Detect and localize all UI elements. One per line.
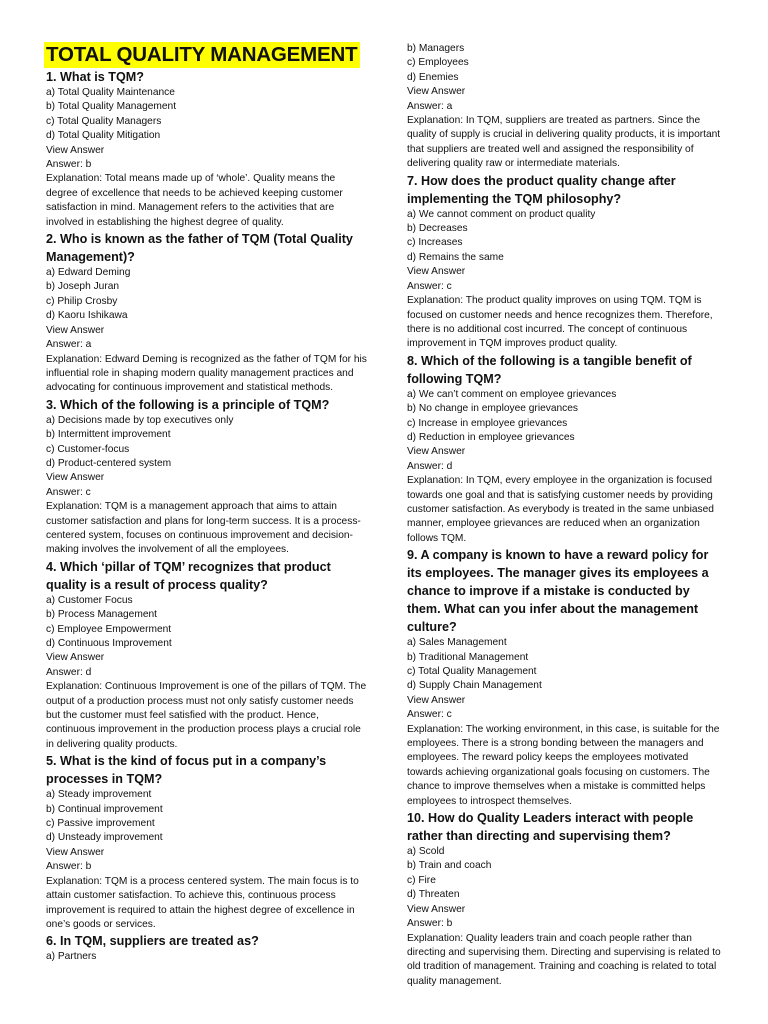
answer-text: Answer: b xyxy=(407,918,453,930)
answer-option: a) Edward Deming xyxy=(46,267,131,279)
question-block xyxy=(407,352,723,546)
answer-option: a) We can’t comment on employee grievances xyxy=(407,388,617,400)
question-text: 3. Which of the following is a principle of TQM? xyxy=(46,397,330,412)
answer-option: c) Passive improvement xyxy=(46,818,155,830)
explanation-text: Explanation: TQM is a process centered system. The main focus is to attain customer satisfaction. To achieve this, continuous process improvement is required to attain the highest degree of excellence in one’s goods or services. xyxy=(46,875,359,930)
answer-option: c) Total Quality Managers xyxy=(46,115,162,127)
answer-option: a) Steady improvement xyxy=(46,789,152,801)
question-block xyxy=(407,42,723,172)
answer-text: Answer: d xyxy=(407,460,453,472)
question-block xyxy=(407,546,723,809)
answer-option: b) Joseph Juran xyxy=(46,281,120,293)
answer-option: a) Partners xyxy=(46,951,97,963)
explanation-text: Explanation: In TQM, suppliers are treated as partners. Since the quality of supply is crucial in delivering quality products, it is important that suppliers are treated well and assigned the responsibility of delivering quality raw or intermediate materials. xyxy=(407,115,721,170)
answer-option: d) Product-centered system xyxy=(46,457,172,469)
explanation-text: Explanation: In TQM, every employee in the organization is focused towards one goal and that is satisfying customer needs by providing customer satisfaction. As everybody is treated in the same unbiased manner, employee grievances are reduced when an organization follows TQM. xyxy=(407,475,714,544)
explanation-text: Explanation: TQM is a management approach that aims to attain customer satisfaction and plans for long-term success. It is a process-centered system, focuses on continuous improvement and decision-making involves the involvement of all the employees. xyxy=(46,501,361,556)
answer-text: Answer: a xyxy=(407,100,453,112)
explanation-text: Explanation: The product quality improves on using TQM. TQM is focused on customer needs and hence recognizes them. Therefore, there is no additional cost incurred. The concept of continuous improvement in TQM improves product quality. xyxy=(407,295,713,350)
right-column xyxy=(407,42,723,989)
question-block xyxy=(46,752,368,932)
answer-option: d) Total Quality Mitigation xyxy=(46,130,161,142)
answer-option: c) Fire xyxy=(407,874,436,886)
answer-option: a) Sales Management xyxy=(407,637,507,649)
question-block xyxy=(46,932,368,964)
answer-option: d) Kaoru Ishikawa xyxy=(46,310,128,322)
answer-option: b) No change in employee grievances xyxy=(407,403,579,415)
answer-option: d) Unsteady improvement xyxy=(46,832,163,844)
view-answer-link[interactable]: View Answer xyxy=(46,324,105,336)
answer-option: b) Intermittent improvement xyxy=(46,429,171,441)
answer-option: a) Scold xyxy=(407,846,445,858)
answer-option: b) Traditional Management xyxy=(407,651,529,663)
view-answer-link[interactable]: View Answer xyxy=(407,86,466,98)
question-text: 10. How do Quality Leaders interact with people rather than directing and supervising them? xyxy=(407,811,694,844)
question-text: 5. What is the kind of focus put in a company’s processes in TQM? xyxy=(46,754,327,787)
answer-option: c) Customer-focus xyxy=(46,443,130,455)
answer-text: Answer: b xyxy=(46,159,92,171)
question-text: 2. Who is known as the father of TQM (Total Quality Management)? xyxy=(46,232,353,265)
question-block xyxy=(46,230,368,396)
answer-option: b) Process Management xyxy=(46,609,157,621)
answer-option: d) Remains the same xyxy=(407,251,504,263)
answer-option: b) Decreases xyxy=(407,223,468,235)
answer-option: c) Employees xyxy=(407,57,469,69)
view-answer-link[interactable]: View Answer xyxy=(407,903,466,915)
answer-option: d) Supply Chain Management xyxy=(407,680,542,692)
answer-option: b) Total Quality Management xyxy=(46,101,177,113)
view-answer-link[interactable]: View Answer xyxy=(46,846,105,858)
question-text: 8. Which of the following is a tangible benefit of following TQM? xyxy=(407,353,692,386)
answer-option: c) Employee Empowerment xyxy=(46,623,172,635)
question-text: 1. What is TQM? xyxy=(46,70,144,84)
view-answer-link[interactable]: View Answer xyxy=(46,144,105,156)
answer-text: Answer: a xyxy=(46,339,92,351)
view-answer-link[interactable]: View Answer xyxy=(407,266,466,278)
question-block xyxy=(407,809,723,989)
explanation-text: Explanation: Edward Deming is recognized as the father of TQM for his influential role in shaping modern quality management practices and advocating for continuous improvement and statistical methods. xyxy=(46,353,367,394)
answer-text: Answer: c xyxy=(46,486,91,498)
answer-text: Answer: b xyxy=(46,861,92,873)
view-answer-link[interactable]: View Answer xyxy=(407,694,466,706)
left-column xyxy=(46,42,368,965)
page-title: TOTAL QUALITY MANAGEMENT xyxy=(44,42,360,68)
answer-option: d) Reduction in employee grievances xyxy=(407,431,575,443)
answer-option: b) Train and coach xyxy=(407,860,492,872)
question-block xyxy=(407,172,723,352)
view-answer-link[interactable]: View Answer xyxy=(46,652,105,664)
answer-option: a) Decisions made by top executives only xyxy=(46,414,234,426)
explanation-text: Explanation: Continuous Improvement is one of the pillars of TQM. The output of a production process must not only satisfy customer needs but the customer must feel satisfied with the product. Hence, continuous improvement in the production process plays a crucial role in delivering quality products. xyxy=(46,681,367,750)
answer-text: Answer: c xyxy=(407,709,452,721)
answer-option: d) Continuous Improvement xyxy=(46,638,172,649)
answer-text: Answer: c xyxy=(407,280,452,292)
explanation-text: Explanation: The working environment, in this case, is suitable for the employees. There is a strong bonding between the managers and employees. The reward policy keeps the employees motivated towards achieving organizational goals focusing on customers. The chance to improve themselves when a mistake is committed helps employees to introspect themselves. xyxy=(407,723,720,807)
answer-option: c) Philip Crosby xyxy=(46,295,118,307)
answer-option: b) Continual improvement xyxy=(46,803,163,815)
answer-option: c) Increase in employee grievances xyxy=(407,417,568,429)
view-answer-link[interactable]: View Answer xyxy=(46,472,105,484)
answer-option: a) Total Quality Maintenance xyxy=(46,87,175,98)
question-text: 4. Which ‘pillar of TQM’ recognizes that product quality is a result of process quality? xyxy=(46,559,331,592)
question-text: 9. A company is known to have a reward policy for its employees. The manager gives its employees a chance to improve if a mistake is conducted by them. What can you infer about the management culture? xyxy=(407,548,709,635)
answer-option: d) Enemies xyxy=(407,71,459,83)
question-text: 7. How does the product quality change after implementing the TQM philosophy? xyxy=(407,173,676,206)
answer-option: c) Total Quality Management xyxy=(407,666,537,677)
explanation-text: Explanation: Quality leaders train and coach people rather than directing and supervising them. Directing and supervising is related to old tradition of management. Training and coaching is related to total quality management. xyxy=(407,932,721,987)
question-block xyxy=(46,68,368,230)
answer-option: a) Customer Focus xyxy=(46,594,133,606)
view-answer-link[interactable]: View Answer xyxy=(407,446,466,458)
left-column-questions xyxy=(46,68,368,965)
question-block xyxy=(46,396,368,558)
question-text: 6. In TQM, suppliers are treated as? xyxy=(46,934,259,949)
question-block xyxy=(46,558,368,752)
right-column-questions xyxy=(407,42,723,989)
answer-text: Answer: d xyxy=(46,666,92,678)
answer-option: b) Managers xyxy=(407,43,465,54)
answer-option: c) Increases xyxy=(407,237,463,249)
answer-option: d) Threaten xyxy=(407,889,460,901)
explanation-text: Explanation: Total means made up of ‘whole’. Quality means the degree of excellence that needs to be achieved keeping customer satisfaction in mind. Management refers to the activities that are involved in establishing the highest degree of quality. xyxy=(46,173,343,228)
answer-option: a) We cannot comment on product quality xyxy=(407,208,596,220)
